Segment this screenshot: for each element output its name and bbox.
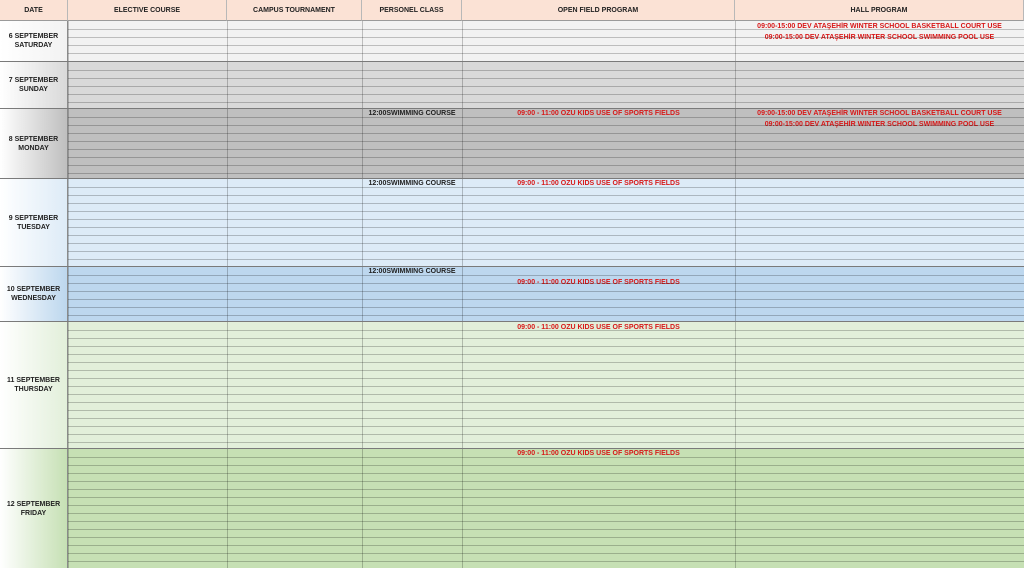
grid-row-line <box>68 465 1024 466</box>
date-weekday: FRIDAY <box>20 509 47 517</box>
grid-column-line <box>735 21 736 61</box>
personel-class-entry: 12:00SWIMMING COURSE <box>368 268 456 275</box>
day-block-tuesday <box>0 179 1024 267</box>
grid-row-line <box>68 94 1024 95</box>
grid-row-line <box>68 418 1024 419</box>
day-block-wednesday <box>0 267 1024 322</box>
date-weekday: SUNDAY <box>19 86 48 93</box>
grid-column-line <box>68 179 69 266</box>
header-date: DATE <box>0 0 68 21</box>
grid-column-line <box>735 267 736 321</box>
date-cell <box>0 109 68 178</box>
grid-row-line <box>68 219 1024 220</box>
grid-column-line <box>362 449 363 568</box>
hall-program-entry: 09:00-15:00 DEV ATAŞEHİR WINTER SCHOOL SWIMMING POOL USE <box>764 121 995 128</box>
grid-column-line <box>68 449 69 568</box>
day-block-monday <box>0 109 1024 179</box>
date-weekday: THURSDAY <box>14 386 53 393</box>
grid-column-line <box>462 62 463 108</box>
grid-column-line <box>227 179 228 266</box>
header-elective-course: ELECTIVE COURSE <box>68 0 227 21</box>
header-campus-tournament: CAMPUS TOURNAMENT <box>227 0 362 21</box>
grid-column-line <box>227 62 228 108</box>
grid-row-line <box>68 497 1024 498</box>
date-day: 11 SEPTEMBER <box>7 377 60 384</box>
grid-row-line <box>68 370 1024 371</box>
grid-column-line <box>362 267 363 321</box>
grid-row-line <box>68 125 1024 126</box>
grid-column-line <box>462 449 463 568</box>
grid-row-line <box>68 354 1024 355</box>
date-cell <box>0 62 68 108</box>
grid-row-line <box>68 378 1024 379</box>
grid-row-line <box>68 102 1024 103</box>
grid-column-line <box>735 62 736 108</box>
grid-column-line <box>462 267 463 321</box>
grid-row-line <box>68 275 1024 276</box>
date-cell <box>0 322 68 448</box>
grid-row-line <box>68 133 1024 134</box>
grid-row-line <box>68 315 1024 316</box>
open-field-entry: 09:00 - 11:00 OZU KIDS USE OF SPORTS FIELDS <box>517 279 680 286</box>
grid-column-line <box>68 62 69 108</box>
grid-row-line <box>68 537 1024 538</box>
grid-row-line <box>68 346 1024 347</box>
grid-row-line <box>68 330 1024 331</box>
grid-row-line <box>68 259 1024 260</box>
header-personel-class: PERSONEL CLASS <box>362 0 462 21</box>
grid-row-line <box>68 173 1024 174</box>
personel-class-entry: 12:00SWIMMING COURSE <box>368 180 456 187</box>
grid-column-line <box>227 21 228 61</box>
grid-row-line <box>68 561 1024 562</box>
date-weekday: WEDNESDAY <box>11 295 56 302</box>
grid-row-line <box>68 299 1024 300</box>
grid-row-line <box>68 473 1024 474</box>
grid-row-line <box>68 157 1024 158</box>
open-field-entry: 09:00 - 11:00 OZU KIDS USE OF SPORTS FIELDS <box>517 324 680 331</box>
grid-row-line <box>68 410 1024 411</box>
grid-row-line <box>68 489 1024 490</box>
grid-column-line <box>68 109 69 178</box>
grid-row-line <box>68 283 1024 284</box>
date-weekday: TUESDAY <box>17 223 50 231</box>
grid-row-line <box>68 521 1024 522</box>
date-weekday: MONDAY <box>18 144 49 152</box>
grid-row-line <box>68 235 1024 236</box>
date-day: 6 SEPTEMBER <box>8 33 59 40</box>
grid-column-line <box>735 179 736 266</box>
grid-row-line <box>68 187 1024 188</box>
grid-row-line <box>68 86 1024 87</box>
grid-row-line <box>68 481 1024 482</box>
grid-row-line <box>68 362 1024 363</box>
date-cell <box>0 449 68 568</box>
grid-row-line <box>68 149 1024 150</box>
day-block-friday <box>0 449 1024 568</box>
grid-column-line <box>362 21 363 61</box>
grid-column-line <box>68 322 69 448</box>
date-weekday: SATURDAY <box>14 42 53 49</box>
hall-program-entry: 09:00-15:00 DEV ATAŞEHİR WINTER SCHOOL BASKETBALL COURT USE <box>757 110 1002 117</box>
grid-row-line <box>68 291 1024 292</box>
grid-column-line <box>362 322 363 448</box>
grid-row-line <box>68 53 1024 54</box>
grid-row-line <box>68 434 1024 435</box>
open-field-entry: 09:00 - 11:00 OZU KIDS USE OF SPORTS FIELDS <box>517 110 680 117</box>
grid-column-line <box>735 449 736 568</box>
grid-row-line <box>68 402 1024 403</box>
date-day: 8 SEPTEMBER <box>8 135 59 143</box>
grid-column-line <box>462 322 463 448</box>
grid-column-line <box>462 179 463 266</box>
grid-column-line <box>362 179 363 266</box>
grid-column-line <box>735 109 736 178</box>
grid-row-line <box>68 426 1024 427</box>
grid-row-line <box>68 78 1024 79</box>
grid-row-line <box>68 386 1024 387</box>
date-cell <box>0 267 68 321</box>
grid-row-line <box>68 442 1024 443</box>
grid-row-line <box>68 70 1024 71</box>
hall-program-entry: 09:00-15:00 DEV ATAŞEHİR WINTER SCHOOL SWIMMING POOL USE <box>764 34 995 41</box>
grid-row-line <box>68 545 1024 546</box>
date-day: 10 SEPTEMBER <box>6 286 61 293</box>
date-day: 7 SEPTEMBER <box>8 77 59 84</box>
grid-row-line <box>68 243 1024 244</box>
day-block-thursday <box>0 322 1024 449</box>
grid-row-line <box>68 45 1024 46</box>
grid-row-line <box>68 529 1024 530</box>
grid-row-line <box>68 211 1024 212</box>
header-open-field-program: OPEN FIELD PROGRAM <box>462 0 735 21</box>
grid-row-line <box>68 394 1024 395</box>
date-cell <box>0 21 68 61</box>
grid-row-line <box>68 203 1024 204</box>
grid-row-line <box>68 165 1024 166</box>
personel-class-entry: 12:00SWIMMING COURSE <box>368 110 456 117</box>
grid-row-line <box>68 227 1024 228</box>
hall-program-entry: 09:00-15:00 DEV ATAŞEHİR WINTER SCHOOL BASKETBALL COURT USE <box>757 23 1002 30</box>
grid-column-line <box>227 109 228 178</box>
grid-column-line <box>462 21 463 61</box>
open-field-entry: 09:00 - 11:00 OZU KIDS USE OF SPORTS FIELDS <box>517 180 680 187</box>
grid-row-line <box>68 195 1024 196</box>
date-day: 12 SEPTEMBER <box>6 500 61 508</box>
grid-row-line <box>68 141 1024 142</box>
grid-column-line <box>362 109 363 178</box>
grid-column-line <box>68 267 69 321</box>
grid-row-line <box>68 553 1024 554</box>
grid-column-line <box>68 21 69 61</box>
grid-row-line <box>68 457 1024 458</box>
header-hall-program: HALL PROGRAM <box>735 0 1024 21</box>
grid-row-line <box>68 505 1024 506</box>
grid-column-line <box>227 267 228 321</box>
date-cell <box>0 179 68 266</box>
grid-column-line <box>735 322 736 448</box>
date-day: 9 SEPTEMBER <box>8 214 59 222</box>
day-block-saturday <box>0 21 1024 62</box>
grid-column-line <box>362 62 363 108</box>
grid-column-line <box>462 109 463 178</box>
grid-row-line <box>68 513 1024 514</box>
grid-row-line <box>68 29 1024 30</box>
grid-row-line <box>68 338 1024 339</box>
day-block-sunday <box>0 62 1024 109</box>
grid-column-line <box>227 449 228 568</box>
grid-row-line <box>68 37 1024 38</box>
grid-row-line <box>68 117 1024 118</box>
grid-column-line <box>227 322 228 448</box>
grid-row-line <box>68 251 1024 252</box>
grid-row-line <box>68 307 1024 308</box>
open-field-entry: 09:00 - 11:00 OZU KIDS USE OF SPORTS FIELDS <box>517 450 680 457</box>
